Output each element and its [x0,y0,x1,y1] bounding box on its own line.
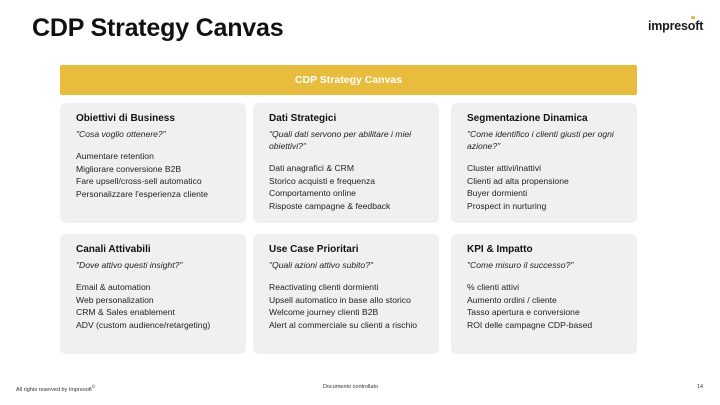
logo-text-post: ft [695,19,704,33]
list-item: Email & automation [76,282,151,292]
list-item: Cluster attivi/inattivi [467,163,542,173]
canvas-banner: CDP Strategy Canvas [60,65,637,95]
logo-mark: o [687,19,696,33]
card-question: "Quali azioni attivo subito?" [269,260,374,270]
list-item: Welcome journey clienti B2B [269,307,379,317]
card-question: "Come identifico i clienti giusti per ogni azione?" [467,129,614,151]
list-item: Web personalization [76,294,154,305]
card-list [269,162,429,212]
list-item: Migliorare conversione B2B [76,163,182,174]
copyright-mark: © [91,384,96,389]
card-question: "Come misuro il successo?" [467,260,574,270]
footer-document-status: Documento controllato [323,384,379,390]
list-item: Clienti ad alta propensione [467,175,569,186]
slide-title: CDP Strategy Canvas [32,14,284,42]
card-question: "Quali dati servono per abilitare i miei obiettivi?" [269,129,412,151]
footer-rights-text: All rights reserved by Impresoft [16,386,92,393]
card-list [269,281,429,331]
list-item: Personalizzare l'esperienza cliente [76,188,209,199]
list-item: Tasso apertura e conversione [467,307,580,317]
list-item: Fare upsell/cross-sell automatico [76,176,202,186]
list-item: Aumentare retention [76,151,154,161]
list-item: ADV (custom audience/retargeting) [76,319,211,330]
card-list [467,281,627,331]
logo-text-pre: impres [648,19,688,33]
list-item: Dati anagrafici & CRM [269,163,355,173]
list-item: Comportamento online [269,188,356,198]
list-item: Alert al commerciale su clienti a rischio [269,319,418,330]
card-list [76,150,236,200]
list-item: Aumento ordini / cliente [467,294,557,305]
card-dati-strategici [253,103,439,223]
card-heading: Canali Attivabili [76,244,151,255]
card-question: "Cosa voglio ottenere?" [76,129,166,139]
page-number: 14 [697,384,704,390]
card-heading: Segmentazione Dinamica [467,113,588,124]
list-item: Storico acquisti e frequenza [269,175,376,186]
card-heading: Obiettivi di Business [76,113,175,124]
card-segmentazione-dinamica [451,103,637,223]
list-item: ROI delle campagne CDP-based [467,319,593,330]
card-question: "Dove attivo questi insight?" [76,260,183,270]
card-heading: Use Case Prioritari [269,244,359,255]
card-kpi-impatto [451,234,637,354]
card-obiettivi-business [60,103,246,223]
list-item: CRM & Sales enablement [76,307,175,317]
list-item: % clienti attivi [467,282,520,292]
list-item: Risposte campagne & feedback [269,200,391,211]
card-list [76,281,236,331]
card-heading: KPI & Impatto [467,244,533,255]
list-item: Reactivating clienti dormienti [269,282,379,292]
card-heading: Dati Strategici [269,113,337,124]
list-item: Upsell automatico in base allo storico [269,294,411,305]
list-item: Prospect in nurturing [467,200,547,211]
card-use-case-prioritari [253,234,439,354]
footer-rights [16,384,95,393]
card-canali-attivabili [60,234,246,354]
card-list [467,162,627,212]
impresoft-logo [648,19,703,33]
list-item: Buyer dormienti [467,188,528,198]
